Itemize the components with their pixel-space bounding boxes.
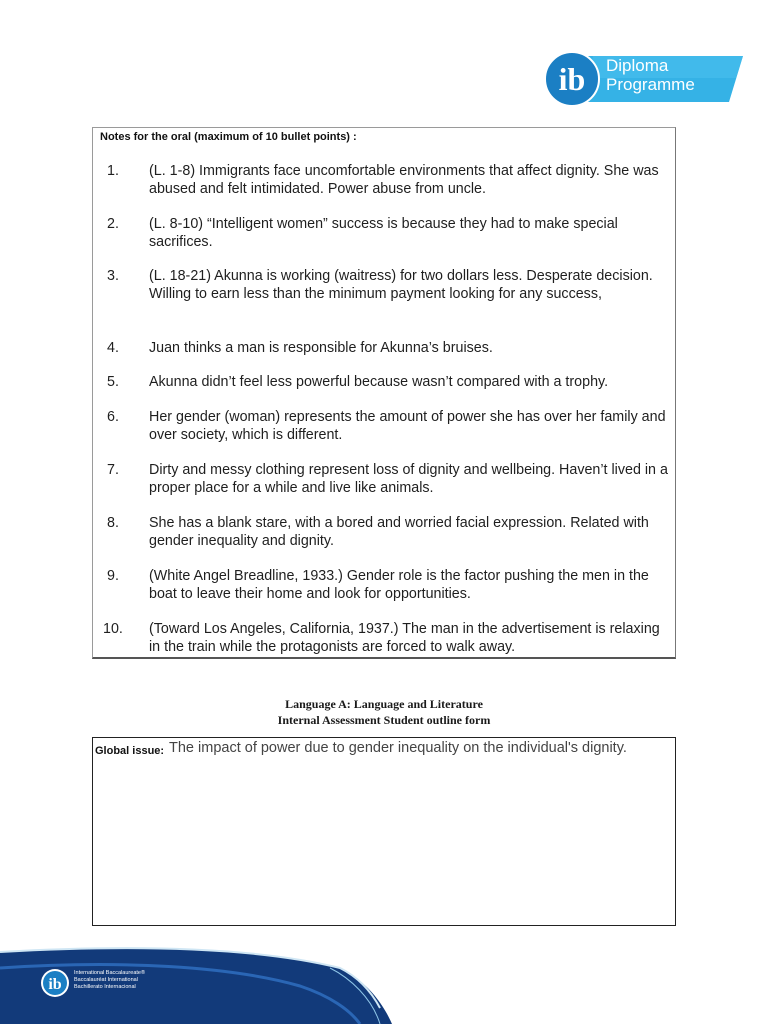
note-text: She has a blank stare, with a bored and worried facial expression. Related with gender inequality and dignity. <box>149 515 649 549</box>
form-title-course: Language A: Language and Literature <box>285 697 483 711</box>
form-title-outline: Internal Assessment Student outline form <box>277 713 491 727</box>
note-number: 7. <box>107 462 119 478</box>
notes-box <box>92 127 676 659</box>
programme-label: Programme <box>606 75 695 94</box>
footer-org-names <box>74 970 145 991</box>
note-number: 1. <box>107 163 119 179</box>
footer-line-spanish: Bachillerato Internacional <box>74 984 136 990</box>
svg-text:ib: ib <box>558 61 586 97</box>
note-text: (L. 8-10) “Intelligent women” success is because they had to make special sacrifices. <box>149 216 618 250</box>
note-number: 4. <box>107 340 119 356</box>
note-number: 9. <box>107 568 119 584</box>
ib-footer-logo-icon <box>40 968 70 998</box>
note-number: 10. <box>103 621 123 637</box>
note-number: 6. <box>107 409 119 425</box>
global-issue-box <box>92 737 676 926</box>
footer-line-french: Baccalauréat International <box>74 977 138 983</box>
note-text: Akunna didn’t feel less powerful because wasn’t compared with a trophy. <box>149 374 609 390</box>
note-number: 2. <box>107 216 119 232</box>
footer-line-english: International Baccalaureate® <box>74 970 146 976</box>
notes-heading: Notes for the oral (maximum of 10 bullet points) : <box>100 131 357 143</box>
global-issue-label: Global issue: <box>95 745 165 757</box>
note-text: Her gender (woman) represents the amount of power she has over her family and over society, which is different. <box>149 409 666 443</box>
note-text: Juan thinks a man is responsible for Akunna’s bruises. <box>149 340 493 356</box>
note-text: (L. 18-21) Akunna is working (waitress) for two dollars less. Desperate decision. Willing to earn less than the minimum payment looking for any success, <box>149 268 653 302</box>
note-text: (White Angel Breadline, 1933.) Gender role is the factor pushing the men in the boat to leave their home and look for opportunities. <box>149 568 649 602</box>
svg-text:ib: ib <box>48 976 62 993</box>
diploma-label: Diploma <box>606 56 669 75</box>
note-text: (L. 1-8) Immigrants face uncomfortable environments that affect dignity. She was abused and felt intimidated. Power abuse from uncle. <box>149 163 659 197</box>
ib-diploma-programme-logo <box>543 50 743 108</box>
note-text: (Toward Los Angeles, California, 1937.) The man in the advertisement is relaxing in the train while the protagonists are forced to walk away. <box>149 621 660 655</box>
note-number: 3. <box>107 268 119 284</box>
note-number: 8. <box>107 515 119 531</box>
note-number: 5. <box>107 374 119 390</box>
note-text: Dirty and messy clothing represent loss of dignity and wellbeing. Haven’t lived in a proper place for a while and live like animals. <box>149 462 668 496</box>
global-issue-text: The impact of power due to gender inequality on the individual's dignity. <box>169 740 627 756</box>
